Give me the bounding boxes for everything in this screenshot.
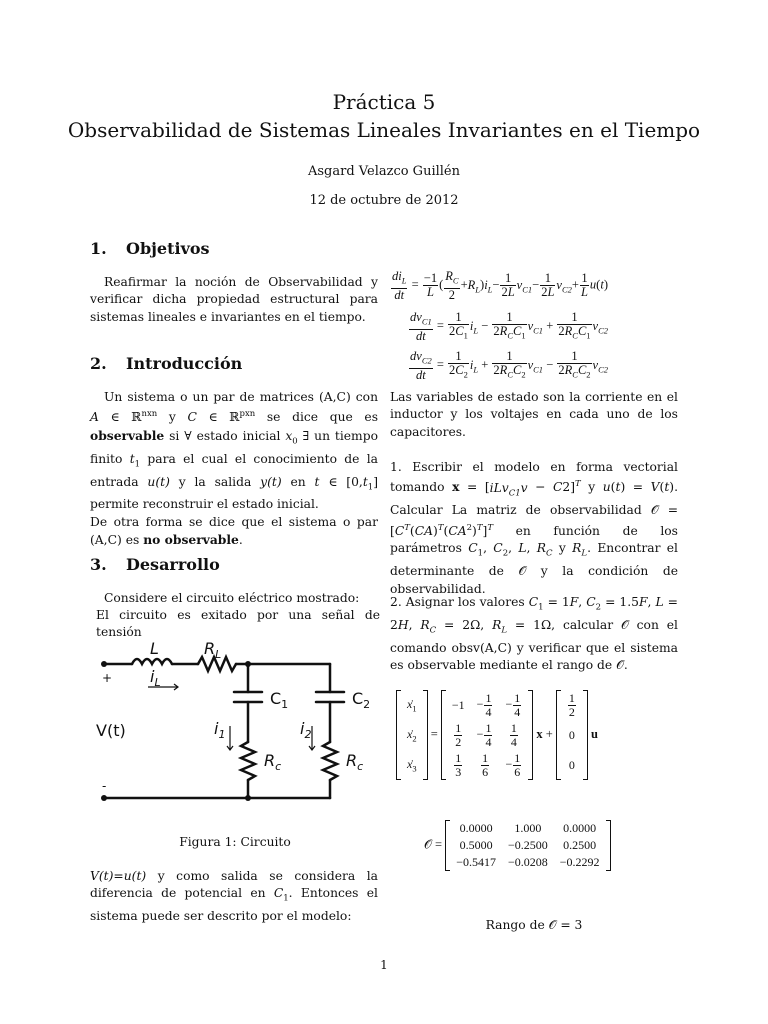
page-number: 1	[380, 958, 388, 972]
item-1-text: 1. Escribir el modelo en forma vectorial tomando $x = [iLv_{C1}v - C2]^T$ y u(t) = V(t). Calcular La matriz de observabilidad 𝒪 = $[C^T(CA)^T(CA^2)^T]^T$ en función de los parámetros $C_1$, $C_2$, L, $R_C$ y $R_L$. Encontrar el determinante de 𝒪 y la condición de observabilidad.	[390, 460, 679, 596]
matrix-a-cell: − $\frac{1}{4}$	[476, 690, 492, 719]
matrix-a-cell: $\frac{1}{4}$	[510, 720, 517, 749]
matrix-a-cell: − $\frac{1}{4}$	[505, 690, 521, 719]
il-label: $i_L$	[150, 667, 161, 689]
title-line-1: Práctica 5	[332, 90, 436, 114]
resistor-rc2	[323, 742, 337, 780]
rc1-label: $R_c$	[264, 751, 282, 773]
vector-b	[556, 690, 588, 780]
state-space-equation: $x_1$ $x_2$ $x_3$ = −1 − $\frac{1}{4}$ − $\frac{1}{4}$ $\frac{1}{2}$ − $\frac{1}{4}$ $\frac{1}{4}$ $\frac{1}{3}$ $\frac{1}{6}$ − $\frac{1}{6}$ x + $\frac{1}{2}$ 0 0 u	[396, 690, 686, 780]
observability-matrix-cell: 1.000	[514, 821, 542, 835]
c1-label: $C_1$	[270, 689, 289, 711]
circuit-diagram	[90, 630, 380, 805]
equation-dvc1: $\frac{dv_{C1}}{dt}$ = $\frac{1}{2C_1}$ $i_L$ − $\frac{1}{2R_CC_1}$ $v_{C1}$ + $\frac{1}{2R_CC_1}$ $v_{C2}$	[410, 310, 609, 343]
introduccion-text: Un sistema o un par de matrices (A,C) con A ∈ ℝ$^{nxn}$ y C ∈ ℝ$^{pxn}$ se dice que es observable si ∀ estado inicial $x_0$ ∃ un tiempo finito $t_1$ para el cual el conocimiento de la entrada u(t) y la salida y(t) en t ∈ $[0,t_1]$ permite reconstruir el estado inicial. De otra forma se dice que el sistema o par (A,C) es no observable.	[90, 390, 379, 548]
rc2-label: $R_c$	[346, 751, 364, 773]
equation-diL: $\frac{di_L}{dt}$ = $\frac{-1}{L}$ ( $\frac{R_C}{2}$ $+R_L)i_L-$ $\frac{1}{2L}$ $v_{C1}-$ $\frac{1}{2L}$ $v_{C2}+$ $\frac{1}{L}$ u(t)	[392, 269, 608, 302]
observability-matrix-cell: −0.2292	[559, 855, 600, 869]
observability-matrix-cell: −0.0208	[507, 855, 548, 869]
observability-matrix-cell: −0.2500	[507, 838, 548, 852]
date: 12 de octubre de 2012	[309, 193, 459, 208]
figure-caption: Figura 1: Circuito	[179, 835, 291, 849]
rank-text: Rango de 𝒪 = 3	[485, 918, 583, 932]
source-label: V(t)	[96, 721, 126, 740]
vector-b-cell: $\frac{1}{2}$	[568, 690, 575, 719]
matrix-a	[441, 690, 533, 780]
author: Asgard Velazco Guillén	[308, 164, 460, 179]
plus-label: +	[102, 671, 113, 685]
observability-matrix-cell: 0.2500	[563, 838, 597, 852]
objetivos-text: Reafirmar la noción de Observabilidad y verificar dicha propiedad estructural para sistemas lineales e invariantes en el tiempo.	[90, 275, 378, 324]
observability-matrix-cell: 0.5000	[459, 838, 493, 852]
vector-b-cell: 0	[568, 757, 575, 772]
matrix-a-cell: −1	[451, 697, 465, 712]
inductor	[132, 659, 172, 664]
equation-dvc2: $\frac{dv_{C2}}{dt}$ = $\frac{1}{2C_2}$ $i_L$ + $\frac{1}{2R_CC_2}$ $v_{C1}$ − $\frac{1}{2R_CC_2}$ $v_{C2}$	[410, 349, 609, 382]
observability-matrix-cell: 0.0000	[563, 821, 597, 835]
rl-label: $R_L$	[204, 639, 222, 661]
section-introduccion-heading: 2. Introducción	[90, 354, 243, 373]
inductor-label: L	[150, 639, 159, 658]
after-figure-text: V(t)=u(t) y como salida se considera la diferencia de potencial en $C_1$. Entonces el sistema puede ser descrito por el modelo:	[90, 869, 378, 924]
c2-label: $C_2$	[352, 689, 371, 711]
desarrollo-p2: El circuito es exitado por una señal de tensión	[96, 608, 380, 640]
observability-matrix-equation: 𝒪 = 0.0000 1.000 0.0000 0.5000 −0.2500 0.2500 −0.5417 −0.0208 −0.2292	[424, 820, 684, 871]
matrix-a-cell: $\frac{1}{6}$	[482, 750, 489, 779]
i2-label: $i_2$	[300, 719, 312, 741]
observability-matrix	[445, 820, 610, 871]
vector-b-cell: 0	[568, 727, 575, 742]
observability-matrix-cell: −0.5417	[456, 855, 496, 869]
state-derivative-vector: $x_1$ $x_2$ $x_3$	[396, 690, 428, 780]
section-objetivos-heading: 1. Objetivos	[90, 239, 210, 258]
desarrollo-p1: Considere el circuito eléctrico mostrado:	[104, 591, 360, 605]
resistor-rc1	[241, 742, 255, 780]
title-line-2: Observabilidad de Sistemas Lineales Invariantes en el Tiempo	[67, 118, 701, 142]
matrix-a-cell: − $\frac{1}{6}$	[505, 750, 521, 779]
matrix-a-cell: $\frac{1}{2}$	[455, 720, 462, 749]
matrix-a-cell: − $\frac{1}{4}$	[476, 720, 492, 749]
matrix-a-cell: $\frac{1}{3}$	[455, 750, 462, 779]
item-2-text: 2. Asignar los valores $C_1 = 1F$, $C_2 = 1.5F$, L = 2H, $R_C = 2\Omega$, $R_L = 1\Omega$, calcular 𝒪 con el comando obsv(A,C) y verificar que el sistema es observable mediante el rango de 𝒪.	[390, 595, 678, 673]
i1-label: $i_1$	[214, 719, 226, 741]
section-desarrollo-heading: 3. Desarrollo	[90, 555, 220, 574]
minus-label: -	[102, 779, 107, 793]
observability-matrix-cell: 0.0000	[459, 821, 493, 835]
state-variables-text: Las variables de estado son la corriente en el inductor y los voltajes en cada uno de los capacitores.	[390, 390, 678, 439]
